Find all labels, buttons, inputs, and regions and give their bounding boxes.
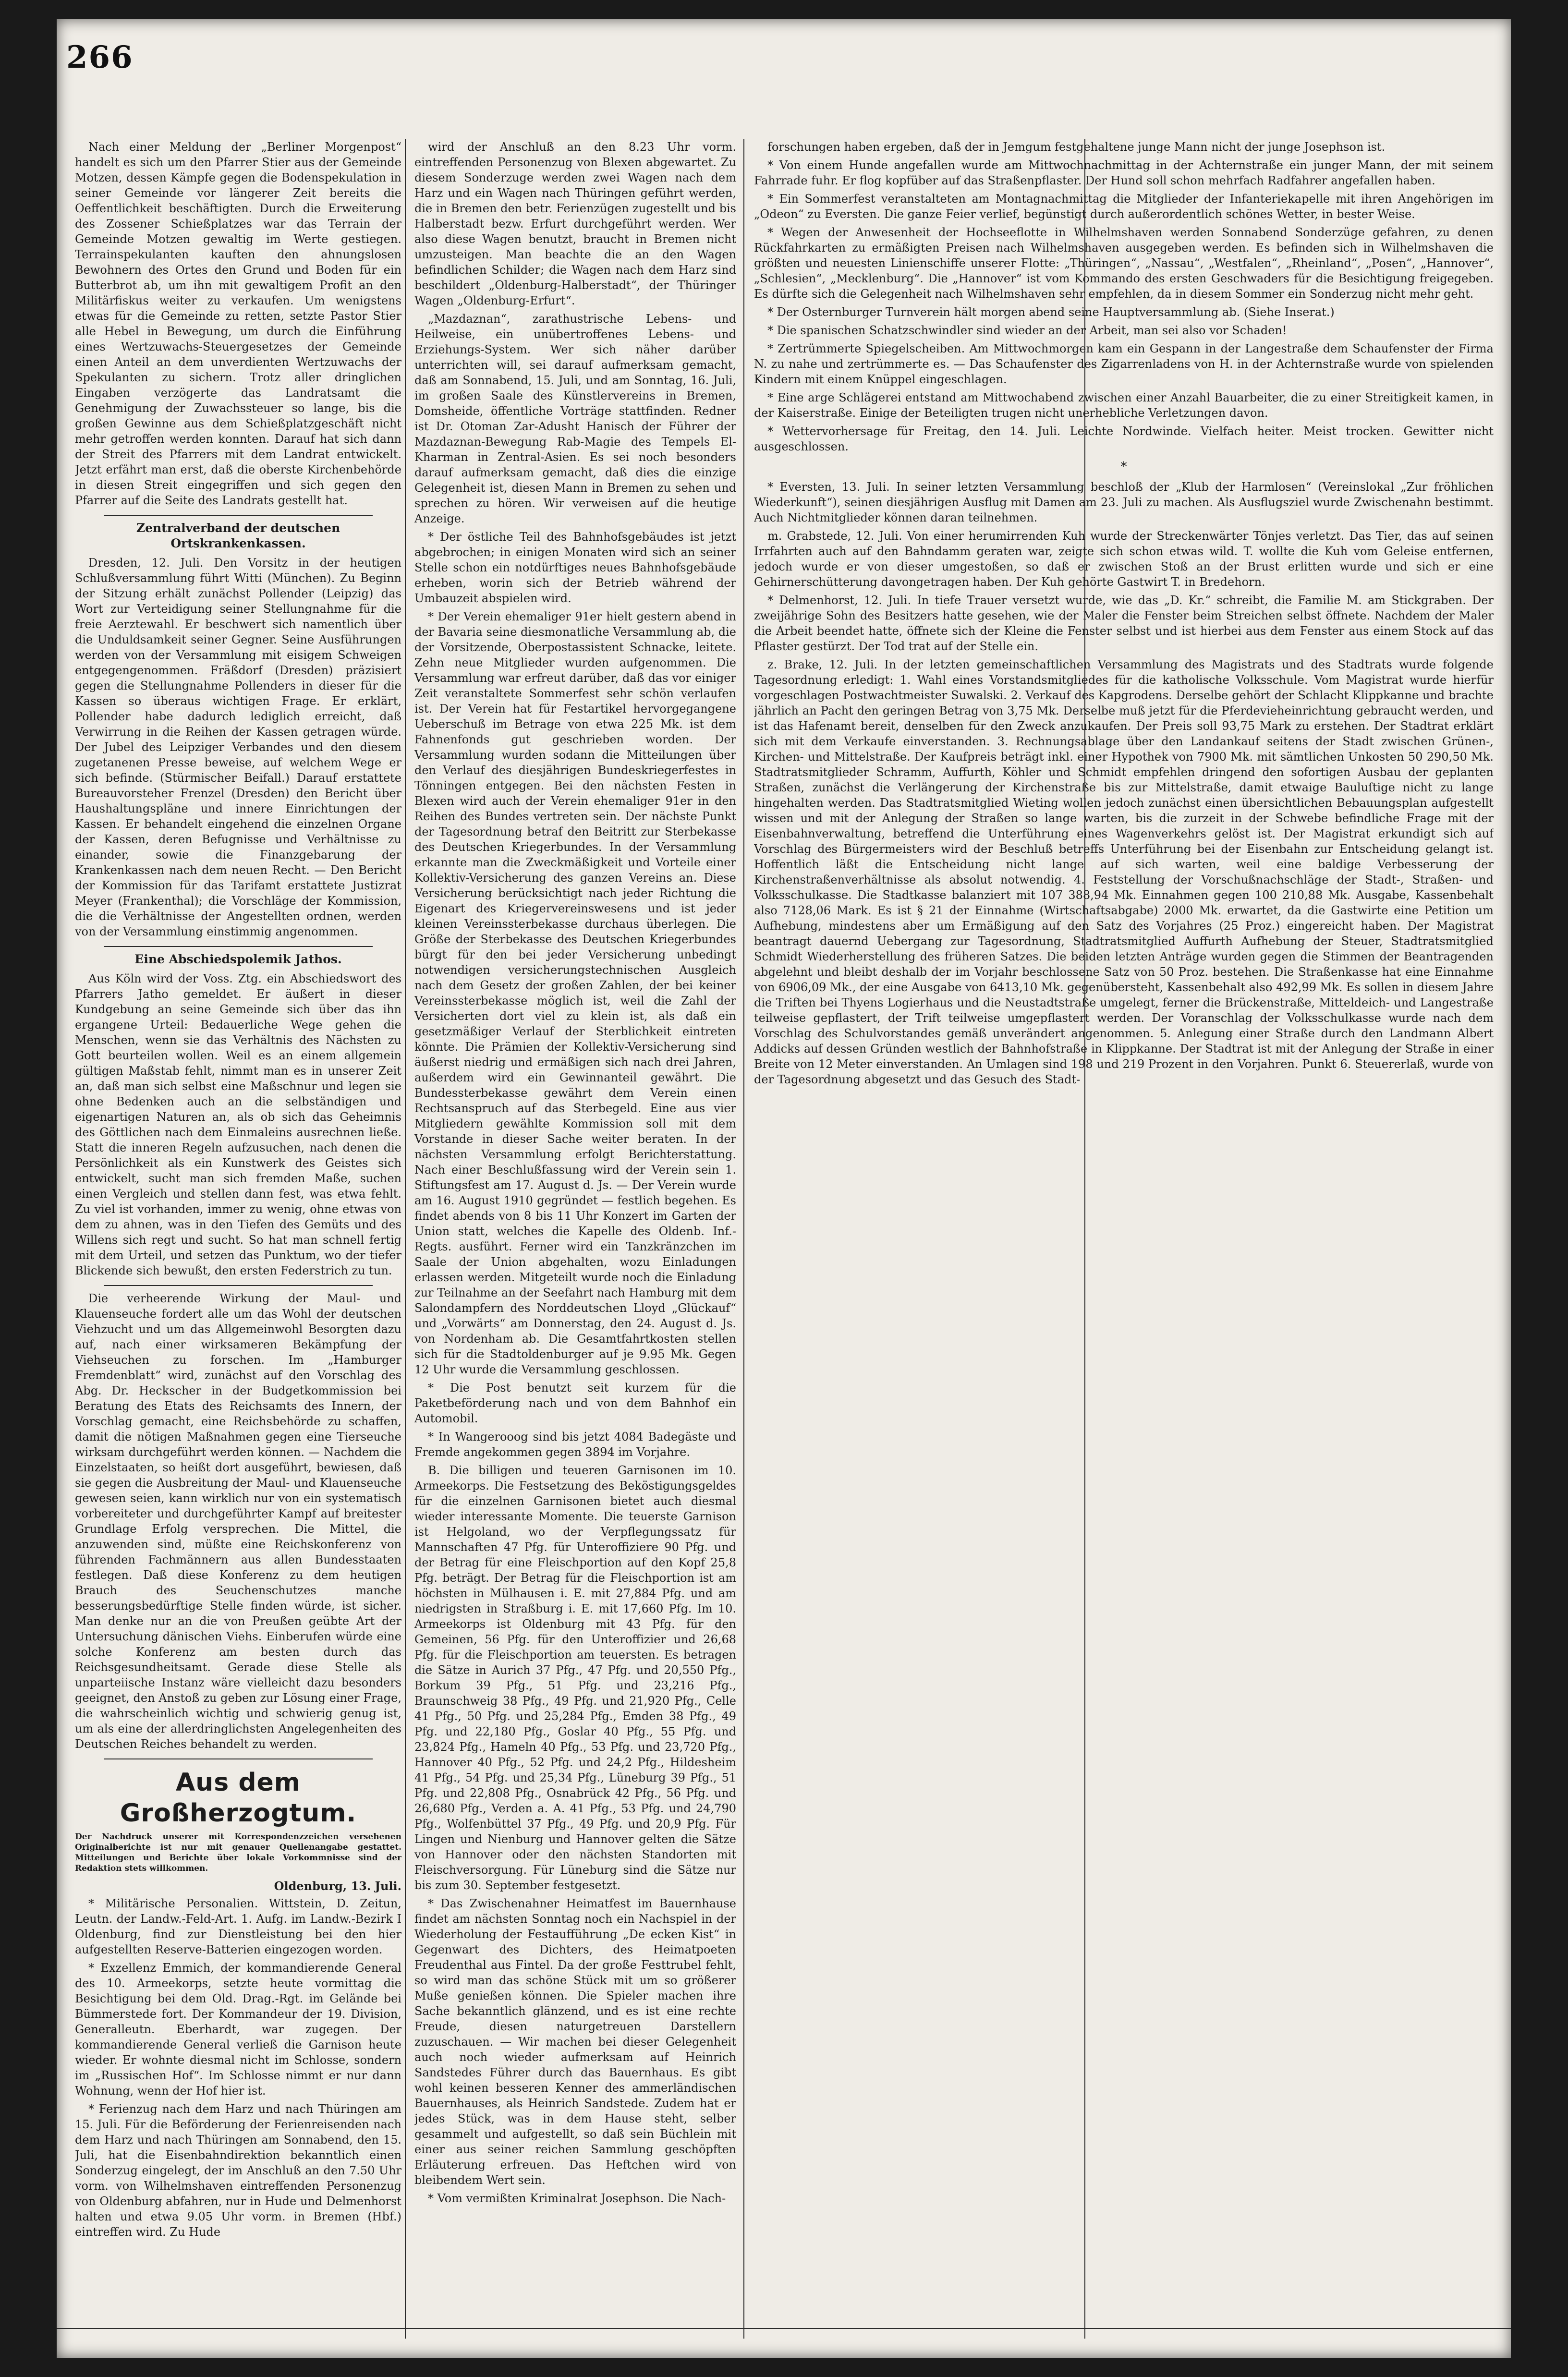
divider bbox=[104, 515, 373, 516]
newspaper-page bbox=[57, 19, 1511, 2358]
article-mazdaznan: „Mazdaznan“, zarathustrische Lebens- und Heilweise, ein unübertroffenes Lebens- und Erziehungs-System. Wer sich näher darüber unterrichten will, sei darauf aufmerksam gemacht, daß am Sonnabend, 15. Juli, und am Sonntag, 16. Juli, im großen Saale des Künstlervereins in Bremen, Domsheide, öffentliche Vorträge stattfinden. Redner ist Dr. Otoman Zar-Adusht Hanisch der Führer der Mazdaznan-Bewegung Rab-Magie des Tempels El-Kharman in Zentral-Asien. Es sei noch besonders darauf aufmerksam gemacht, daß dies die einzige Gelegenheit ist, diesen Mann in Bremen zu sehen und sprechen zu hören. Wir verweisen auf die heutige Anzeige. bbox=[414, 312, 736, 525]
page-number: 266 bbox=[66, 39, 134, 75]
article-turnverein: * Der Osternburger Turnverein hält morgen abend seine Hauptversammlung ab. (Siehe Inserat.) bbox=[767, 305, 1335, 319]
article-brake: z. Brake, 12. Juli. In der letzten gemeinschaftlichen Versammlung des Magistrats und des Stadtrats wurde folgende Tagesordnung erledigt: 1. Wahl eines Vorstandsmitgliedes für die katholische Volksschule. Vom Magistrat wurde hierfür vorgeschlagen Postwachtmeister Suwalski. 2. Verkauf des Kapgrodens. Derselbe gehört der Schlacht Klippkanne und brachte jährlich an Pacht den geringen Betrag von 3,75 Mk. Derselbe muß jetzt für die Pferdevieheinrichtung gebraucht werden, und ist das Hafenamt bereit, denselben für den Zweck anzukaufen. Der Preis soll 93,75 Mark zu erstehen. Der Stadtrat erklärt sich mit dem Verkaufe einverstanden. 3. Rechnungsablage über den Landankauf seitens der Stadt zwischen Grünen-, Kirchen- und Mittelstraße. Der Kaufpreis beträgt inkl. einer Hypothek von 7900 Mk. mit sämtlichen Unkosten 50 290,50 Mk. Stadtratsmitglieder Schramm, Auffurth, Köhler und Schmidt empfehlen dringend den sofortigen Ausbau der geplanten Straßen, zunächst die Verlängerung der Kirchenstraße bis zur Mittelstraße, damit etwaige Bauluſtige nicht zu lange hingehalten werden. Das Stadtratsmitglied Wieting wollen jedoch zunächst einen übersichtlichen Bebauungsplan aufgestellt wissen und mit der Anlegung der Straßen so lange warten, bis die zurzeit in der Schwebe befindliche Frage mit der Eisenbahnverwaltung, betreffend die Unterführung eines Wagenverkehrs gelöst ist. Der Magistrat erkundigt sich auf Vorschlag des Bürgermeisters wird der Beschluß betreffs Unterführung bei der Eisenbahn zur Entscheidung gelangt ist. Hoffentlich läßt die Entscheidung nicht lange auf sich warten, weil eine baldige Verbesserung der Kirchenstraßenverhältnisse als absolut notwendig. 4. Feststellung der Vorschußnachschläge der Stadt-, Straßen- und Volksschulkasse. Die Stadtkasse balanziert mit 107 388,94 Mk. Einnahmen gegen 100 210,88 Mk. Ausgabe, Kassenbehalt also 7128,06 Mark. Es ist § 21 der Einnahme (Wirtschaftsabgabe) 2000 Mk. erwartet, da die Gastwirte eine Petition um Aufhebung, mindestens aber um Ermäßigung auf den Satz des Vorjahres (25 Proz.) eingereicht haben. Der Magistrat beantragt dauernd Uebergang zur Tagesordnung, Stadtratsmitglied Auffurth Aufhebung der Steuer, Stadtratsmitglied Schmidt Wiederherstellung des früheren Satzes. Die beiden letzten Anträge wurden gegen die Stimmen der Beantragenden abgelehnt und bleibt deshalb der im Vorjahr beschlossene Satz von 50 Proz. bestehen. Die Straßenkasse hat eine Einnahme von 6906,09 Mk., der eine Ausgabe von 6413,10 Mk. gegenübersteht, Kassenbehalt also 492,99 Mk. Es sollen in diesem Jahre die Triften bei Thyens Logierhaus und die Neustadtstraße umgelegt, ferner die Brückenstraße, Mitteldeich- und Langestraße teilweise gepflastert, der Trift teilweise umgepflastert werden. Der Voranschlag der Volksschulkasse wurde nach dem Vorschlag des Schulvorstandes gemäß unverändert angenommen. 5. Anlegung einer Straße durch den Landmann Albert Addicks auf dessen Gründen westlich der Bahnhofstraße in Klippkanne. Der Stadtrat ist mit der Anlegung der Straße in einer Breite von 12 Meter einverstanden. An Umlagen sind 198 und 219 Prozent in den Vorjahren. Punkt 6. Steuererlaß, wurde von der Tagesordnung abgesetzt und das Gesuch des Stadt- bbox=[754, 658, 1494, 1086]
article-josephson: * Vom vermißten Kriminalrat Josephson. Die Nach- bbox=[428, 2192, 726, 2205]
article-hochseeflotte: * Wegen der Anwesenheit der Hochseeflotte in Wilhelmshaven werden Sonnabend Sonderzüge gefahren, zu denen Rückfahrkarten zu ermäßigten Preisen nach Wilhelmshaven ausgegeben werden. Es befinden sich in Wilhelmshaven die größten und neuesten Linienschiffe unserer Flotte: „Thüringen“, „Nassau“, „Westfalen“, „Rheinland“, „Posen“, „Hannover“, „Schlesien“, „Mecklenburg“. Die „Hannover“ ist vom Kommando des ersten Geschwaders für die Besichtigung freigegeben. Es dürfte sich die Gelegenheit nach Wilhelmshaven sehr empfehlen, da in diesem Sommer ein Sonderzug nicht mehr geht. bbox=[754, 226, 1494, 301]
article-bahnhof: * Der östliche Teil des Bahnhofsgebäudes ist jetzt abgebrochen; in einigen Monaten wird sich an seiner Stelle schon ein notdürftiges neues Bahnhofsgebäude erheben, worin sich der Betrieb während der Umbauzeit abspielen wird. bbox=[414, 530, 736, 605]
article-schlaegerei: * Eine arge Schlägerei entstand am Mittwochabend zwischen einer Anzahl Bauarbeiter, die zu einer Streitigkeit kamen, in der Kaiserstraße. Einige der Beteiligten trugen nicht unerhebliche Verletzungen davon. bbox=[754, 391, 1494, 420]
article-emmich: * Exzellenz Emmich, der kommandierende General des 10. Armeekorps, setzte heute vormittag die Besichtigung bei dem Old. Drag.-Rgt. im Gelände bei Bümmerstede fort. Der Kommandeur der 19. Division, Generalleutn. Eberhardt, war zugegen. Der kommandierende General verließ die Garnison heute wieder. Er wohnte diesmal nicht im Schlosse, sondern im „Russischen Hof“. Im Schlosse nimmt er nur dann Wohnung, wenn der Hof hier ist. bbox=[75, 1961, 401, 2098]
article-ferienzug-cont: wird der Anschluß an den 8.23 Uhr vorm. eintreffenden Personenzug von Blexen abgewartet. Zu diesem Sonderzuge werden zwei Wagen nach dem Harz und ein Wagen nach Thüringen geführt werden, die in Bremen den betr. Ferienzügen zugestellt und bis Halberstadt bezw. Erfurt durchgeführt werden. Wer also diese Wagen benutzt, braucht in Bremen nicht umzusteigen. Man beachte die an den Wagen befindlichen Schilder; die Wagen nach dem Harz sind beschildert „Oldenburg-Halberstadt“, der Thüringer Wagen „Oldenburg-Erfurt“. bbox=[414, 140, 736, 307]
article-militaer: * Militärische Personalien. Wittstein, D. Zeitun, Leutn. der Landw.-Feld-Art. 1. Aufg. im Landw.-Bezirk I Oldenburg, find zur Dienstleistung bei den hier aufgestellten Reserve-Batterien eingezogen worden. bbox=[75, 1897, 401, 1956]
section-title: Aus dem Großherzogtum. bbox=[120, 1768, 357, 1828]
article-heimatfest: * Das Zwischenahner Heimatfest im Bauernhause findet am nächsten Sonntag noch ein Nachspiel in der Wiederholung der Festaufführung „De ecken Kist“ in Gegenwart des Dichters, des Heimatpoeten Freudenthal aus Fintel. Da der große Festtrubel fehlt, so wird man das schöne Stück mit um so größerer Muße genießen können. Die Spieler machen ihre Sache bekanntlich glänzend, und es ist eine rechte Freude, diesen naturgetreuen Darstellern zuzuschauen. — Wir machen bei dieser Gelegenheit auch noch wieder aufmerksam auf Heinrich Sandstedes Führer durch das Bauernhaus. Es gibt wohl keinen besseren Kenner des ammerländischen Bauernhauses, als Heinrich Sandstede. Zudem hat er jedes Stück, was in dem Hause steht, selber gesammelt und aufgestellt, so daß sein Büchlein mit einer aus seiner reichen Sammlung geschöpften Erläuterung erfreuen. Das Heftchen wird von bleibendem Wert sein. bbox=[414, 1897, 736, 2187]
divider bbox=[104, 1758, 373, 1759]
article-pfarrer-stier: Nach einer Meldung der „Berliner Morgenpost“ handelt es sich um den Pfarrer Stier aus der Gemeinde Motzen, dessen Kämpfe gegen die Bodenspekulation in seiner Gemeinde vor längerer Zeit bereits die Oeffentlichkeit beschäftigten. Durch die Erweiterung des Zossener Schießplatzes war das Terrain der Gemeinde Motzen gewaltig im Werte gestiegen. Terrainspekulanten kauften den ahnungslosen Bewohnern des Ortes den Grund und Boden für ein Butterbrot ab, um ihn mit gewaltigem Profit an den Militärfiskus weiter zu verkaufen. Um wenigstens etwas für die Gemeinde zu retten, setzte Pastor Stier alle Hebel in Bewegung, um durch die Einführung eines Wertzuwachs-Steuergesetzes der Gemeinde einen Anteil an dem unverdienten Wertzuwachs der Spekulanten zu sichern. Trotz aller dringlichen Eingaben verzögerte das Landratsamt die Genehmigung der Zuwachssteuer so lange, bis die großen Gewinne aus dem Schießplatzgeschäft nicht mehr getroffen werden konnten. Darauf hat sich dann der Streit des Pfarrers mit dem Landrat entwickelt. Jetzt erfährt man erst, daß die oberste Kirchenbehörde in diesen Streit eingegriffen und sich gegen den Pfarrer auf die Seite des Landrats gestellt hat. bbox=[75, 140, 401, 507]
article-jatho: Aus Köln wird der Voss. Ztg. ein Abschiedswort des Pfarrers Jatho gemeldet. Er äußert in dieser Kundgebung an seine Gemeinde sich über das ihn ergangene Urteil: Bedauerliche Wege gehen die Menschen, wenn sie das Verhältnis des Nächsten zu Gott beurteilen wollen. Weil es an einem allgemein gültigen Maßstab fehlt, nimmt man es in unserer Zeit an, daß man sich selbst eine Maßschnur und legen sie ohne Bedenken auch an die selbständigen und eigenartigen Naturen an, als ob sich das Geheimnis des Göttlichen nach dem Einmaleins ausrechnen ließe. Statt die inneren Regeln aufzusuchen, nach denen die Persönlichkeit als ein Kunstwerk des Geistes sich entwickelt, sucht man sich fremden Maße, suchen einen Vergleich und stellen dann fest, was etwa fehlt. Zu viel ist vorhanden, immer zu wenig, ohne etwas von dem zu ahnen, was in den Tiefen des Gemüts und des Willens sich regt und sucht. So hat man schnell fertig mit dem Urteil, und setzen das Punktum, wo der tiefer Blickende sich bewußt, den ersten Federstrich zu tun. bbox=[75, 972, 401, 1277]
article-sommerfest: * Ein Sommerfest veranstalteten am Montagnachmittag die Mitglieder der Infanteriekapelle mit ihren Angehörigen im „Odeon“ zu Eversten. Die ganze Feier verlief, begünstigt durch außerordentlich schönes Wetter, in bester Weise. bbox=[754, 192, 1494, 221]
column-1 bbox=[75, 139, 401, 2329]
article-grabstede: m. Grabstede, 12. Juli. Von einer herumirrenden Kuh wurde der Streckenwärter Tönjes verletzt. Das Tier, das auf seinen Irrfahrten auch auf den Bahndamm geraten war, zeigte sich schon etwas wild. T. wollte die Kuh vom Geleise entfernen, jedoch wurde er von dieser umgestoßen, so daß er zwischen Stoß an der Brust erlitten wurde und sich er eine Gehirnerschütterung davongetragen haben. Der Kuh gehörte Gastwirt T. in Bredehorn. bbox=[754, 529, 1494, 589]
reprint-note: Der Nachdruck unserer mit Korrespondenzzeichen versehenen Originalberichte ist nur mit genauer Quellenangabe gestattet. Mitteilungen und Berichte über lokale Vorkommnisse sind der Redaktion stets willkommen. bbox=[75, 1832, 401, 1873]
article-hund: * Von einem Hunde angefallen wurde am Mittwochnachmittag in der Achternstraße ein junger Mann, der mit seinem Fahrrade fuhr. Er flog kopfüber auf das Straßenpflaster. Der Hund soll schon mehrfach Radfahrer angefallen haben. bbox=[754, 158, 1494, 187]
article-schatzschwindler: * Die spanischen Schatzschwindler sind wieder an der Arbeit, man sei also vor Schaden! bbox=[767, 324, 1287, 337]
divider bbox=[104, 946, 373, 947]
article-verein-91er: * Der Verein ehemaliger 91er hielt gestern abend in der Bavaria seine diesmonatliche Versammlung ab, die der Vorsitzende, Oberpostassistent Schnacke, leitete. Zehn neue Mitglieder wurden aufgenommen. Die Versammlung war erfreut darüber, daß das vor einiger Zeit veranstaltete Sommerfest sehr schön verlaufen ist. Der Verein hat für Festartikel hervorgegangene Ueberschuß im Betrage von etwa 225 Mk. ist dem Fahnenfonds gut geschrieben worden. Der Versammlung wurden sodann die Mitteilungen über den Verlauf des diesjährigen Bundeskriegerfestes in Tönningen entgegen. Bei den nächsten Festen in Blexen wird auch der Verein ehemaliger 91er in den Reihen des Bundes vertreten sein. Der nächste Punkt der Tagesordnung betraf den Beitritt zur Sterbekasse des Deutschen Kriegerbundes. In der Versammlung erkannte man die Zweckmäßigkeit und Vorteile einer Kollektiv-Versicherung des ganzen Vereins an. Diese Versicherung berücksichtigt nach jeder Richtung die Eigenart des Kriegervereinswesens und ist jeder kleinen Vereinssterbekasse durchaus überlegen. Die Größe der Sterbekasse des Deutschen Kriegerbundes bürgt für den bei jeder Versicherung unbedingt notwendigen versicherungstechnischen Ausgleich nach dem Gesetz der großen Zahlen, der bei keiner Vereinssterbekasse möglich ist, weil die Zahl der Versicherten dort viel zu klein ist, als daß ein gesetzmäßiger Verlauf der Sterblichkeit eintreten könnte. Die Prämien der Kollektiv-Versicherung sind äußerst niedrig und ermäßigen sich nach drei Jahren, außerdem wird ein Gewinnanteil gewährt. Die Bundessterbekasse gewährt dem Verein einen Rechtsanspruch auf das Sterbegeld. Eine aus vier Mitgliedern gewählte Kommission soll mit dem Vorstande in dieser Sache weiter beraten. In der nächsten Versammlung erfolgt Berichterstattung. Nach einer Beschlußfassung wird der Verein sein 1. Stiftungsfest am 17. August d. Js. — Der Verein wurde am 16. August 1910 gegründet — festlich begehen. Es findet abends von 8 bis 11 Uhr Konzert im Garten der Union statt, welches die Kapelle des Oldenb. Inf.-Regts. ausführt. Ferner wird ein Tanzkränzchen im Saale der Union abgehalten, wozu Einladungen erlassen werden. Mitgeteilt wurde noch die Einladung zur Teilnahme an der Seefahrt nach Hamburg mit dem Salondampfern des Norddeutschen Lloyd „Glückauf“ und „Vorwärts“ am Donnerstag, den 24. August d. Js. von Nordenham ab. Die Gesamtfahrtkosten stellen sich für die Stadtoldenburger auf je 9.95 Mk. Gegen 12 Uhr wurde die Versammlung geschlossen. bbox=[414, 610, 736, 1376]
column-3 bbox=[754, 139, 1494, 2329]
article-spiegelscheiben: * Zertrümmerte Spiegelscheiben. Am Mittwochmorgen kam ein Gespann in der Langestraße dem Schaufenster der Firma N. zu nahe und zertrümmerte es. — Das Schaufenster des Zigarrenladens von H. in der Achternstraße wurde von spielenden Kindern mit einem Knüppel eingeschlagen. bbox=[754, 342, 1494, 386]
article-eversten: * Eversten, 13. Juli. In seiner letzten Versammlung beschloß der „Klub der Harmlosen“ (Vereinslokal „Zur fröhlichen Wiederkunft“), seinen diesjährigen Ausflug mit Damen am 23. Juli zu machen. Als Ausflugsziel wurde Zwischenahn bestimmt. Auch Nichtmitglieder können daran teilnehmen. bbox=[754, 480, 1494, 524]
article-josephson-cont: forschungen haben ergeben, daß der in Jemgum festgehaltene junge Mann nicht der junge Josephson ist. bbox=[767, 140, 1386, 154]
article-delmenhorst: * Delmenhorst, 12. Juli. In tiefe Trauer versetzt wurde, wie das „D. Kr.“ schreibt, die Familie M. am Stickgraben. Der zweijährige Sohn des Besitzers hatte gesehen, wie der Maler die Fenster beim Streichen selbst öffnete. Nachdem der Maler die Arbeit beendet hatte, öffnete sich der Kleine die Fenster selbst und ist hierbei aus dem Fenster aus einem Stock auf das Pflaster gestürzt. Der Tod trat auf der Stelle ein. bbox=[754, 594, 1494, 653]
article-post: * Die Post benutzt seit kurzem für die Paketbeförderung nach und von dem Bahnhof ein Automobil. bbox=[414, 1381, 736, 1425]
article-wetter: * Wettervorhersage für Freitag, den 14. Juli. Leichte Nordwinde. Vielfach heiter. Meist trocken. Gewitter nicht ausgeschlossen. bbox=[754, 424, 1494, 453]
article-garnisonen: B. Die billigen und teueren Garnisonen im 10. Armeekorps. Die Festsetzung des Beköstigungsgeldes für die einzelnen Garnisonen bietet auch diesmal wieder interessante Momente. Die teuerste Garnison ist Helgoland, wo der Verpflegungssatz für Mannschaften 47 Pfg. für Unteroffiziere 90 Pfg. und der Betrag für eine Fleischportion auf den Kopf 25,8 Pfg. beträgt. Der Betrag für die Fleischportion ist am höchsten in Mülhausen i. E. mit 27,884 Pfg. und am niedrigsten in Straßburg i. E. mit 17,660 Pfg. Im 10. Armeekorps ist Oldenburg mit 43 Pfg. für den Gemeinen, 56 Pfg. für den Unteroffizier und 26,68 Pfg. für die Fleischportion am teuersten. Es betragen die Sätze in Aurich 37 Pfg., 47 Pfg. und 20,550 Pfg., Borkum 39 Pfg., 51 Pfg. und 23,216 Pfg., Braunschweig 38 Pfg., 49 Pfg. und 21,920 Pfg., Celle 41 Pfg., 50 Pfg. und 25,284 Pfg., Emden 38 Pfg., 49 Pfg. und 22,180 Pfg., Goslar 40 Pfg., 55 Pfg. und 23,824 Pfg., Hameln 40 Pfg., 53 Pfg. und 23,720 Pfg., Hannover 40 Pfg., 52 Pfg. und 24,2 Pfg., Hildesheim 41 Pfg., 54 Pfg. und 25,34 Pfg., Lüneburg 39 Pfg., 51 Pfg. und 22,808 Pfg., Osnabrück 42 Pfg., 56 Pfg. und 26,680 Pfg., Verden a. A. 41 Pfg., 53 Pfg. und 24,790 Pfg., Wolfenbüttel 37 Pfg., 49 Pfg. und 20,9 Pfg. Für Lingen und Nienburg und Hannover gelten die Sätze von Hannover oder den nächsten Standorten mit Fleischversorgung. Für Lüneburg sind die Sätze nur bis zum 30. September festgesetzt. bbox=[414, 1464, 736, 1892]
dateline: Oldenburg, 13. Juli. bbox=[274, 1879, 401, 1893]
column-separator bbox=[743, 139, 744, 2339]
divider bbox=[104, 1285, 373, 1286]
heading-jatho: Eine Abschiedspolemik Jathos. bbox=[134, 952, 342, 966]
column-2 bbox=[414, 139, 736, 2329]
article-ortskrankenkassen: Dresden, 12. Juli. Den Vorsitz in der heutigen Schlußversammlung führt Witti (München). Zu Beginn der Sitzung erhält zunächst Pollender (Leipzig) das Wort zur Verteidigung seiner Stellungnahme für die freie Aerztewahl. Er beschwert sich namentlich über die Unduldsamkeit seiner Gegner. Seine Ausführungen werden von der Versammlung mit eisigem Schweigen entgegengenommen. Fräßdorf (Dresden) präzisiert gegen die Stellungnahme Pollenders in dieser für die Kassen so überaus wichtigen Frage. Er erklärt, Pollender habe dadurch lediglich erreicht, daß Verwirrung in die Reihen der Kassen getragen würde. Der Jubel des Leipziger Verbandes und den diesem zugetanenen Presse beweise, auf welchem Wege er sich befinde. (Stürmischer Beifall.) Darauf erstattete Bureauvorsteher Frenzel (Dresden) den Bericht über Haushaltungspläne und innere Einrichtungen der Kassen. Er behandelt eingehend die einzelnen Organe der Kassen, deren Befugnisse und Verhältnisse zu einander, sowie die Finanzgebarung der Krankenkassen nach dem neuen Recht. — Den Bericht der Kommission für das Tarifamt erstattete Justizrat Meyer (Frankenthal); die Vorschläge der Kommission, die die Verhältnisse der Angestellten ordnen, werden von der Versammlung einstimmig angenommen. bbox=[75, 556, 401, 938]
column-separator bbox=[405, 139, 406, 2339]
article-klauenseuche: Die verheerende Wirkung der Maul- und Klauenseuche fordert alle um das Wohl der deutschen Viehzucht und um das Allgemeinwohl Besorgten dazu auf, nach einer wirksameren Bekämpfung der Viehseuchen zu forschen. Im „Hamburger Fremdenblatt“ wird, zunächst auf den Vorschlag des Abg. Dr. Heckscher in der Budgetkommission bei Beratung des Etats des Reichsamts des Innern, der Vorschlag gemacht, eine Reichsbehörde zu schaffen, damit die nötigen Maßnahmen gegen eine Tierseuche wirksam durchgeführt werden können. — Nachdem die Einzelstaaten, so heißt dort ausgeführt, bewiesen, daß sie gegen die Ausbreitung der Maul- und Klauenseuche gewesen seien, kann wirklich nur von ein systematisch vorbereiteter und durchgeführter Kampf auf breitester Grundlage Erfolg versprechen. Die Mittel, die anzuwenden sind, müßte eine Reichskonferenz von führenden Fachmännern aus allen Bundesstaaten festlegen. Daß diese Konferenz zu dem heutigen Brauch des Seuchenschutzes manche besserungsbedürftige Stelle finden würde, ist sicher. Man denke nur an die von Preußen geübte Art der Untersuchung dänischen Viehs. Einberufen würde eine solche Konferenz am besten durch das Reichsgesundheitsamt. Gerade diese Stelle als unparteiische Instanz wäre vielleicht dazu besonders geeignet, den Anstoß zu geben zur Lösung einer Frage, die wahrscheinlich wichtig und schwierig genug ist, um als eine der allerdringlichsten Angelegenheiten des Deutschen Reiches behandelt zu werden. bbox=[75, 1292, 401, 1751]
bottom-rule bbox=[57, 2328, 1511, 2329]
separator-star: * bbox=[1120, 460, 1127, 474]
article-ferienzug: * Ferienzug nach dem Harz und nach Thüringen am 15. Juli. Für die Beförderung der Ferienreisenden nach dem Harz und nach Thüringen am Sonnabend, den 15. Juli, hat die Eisenbahndirektion bekanntlich einen Sonderzug eingelegt, der im Anschluß an den 7.50 Uhr vorm. von Wilhelmshaven eintreffenden Personenzug von Oldenburg abfahren, nur in Hude und Delmenhorst halten und etwa 9.05 Uhr vorm. in Bremen (Hbf.) eintreffen wird. Zu Hude bbox=[75, 2102, 401, 2239]
article-wangerooge: * In Wangerooog sind bis jetzt 4084 Badegäste und Fremde angekommen gegen 3894 im Vorjahre. bbox=[414, 1430, 736, 1459]
heading-ortskrankenkassen: Zentralverband der deutschen Ortskrankenkassen. bbox=[136, 521, 340, 550]
